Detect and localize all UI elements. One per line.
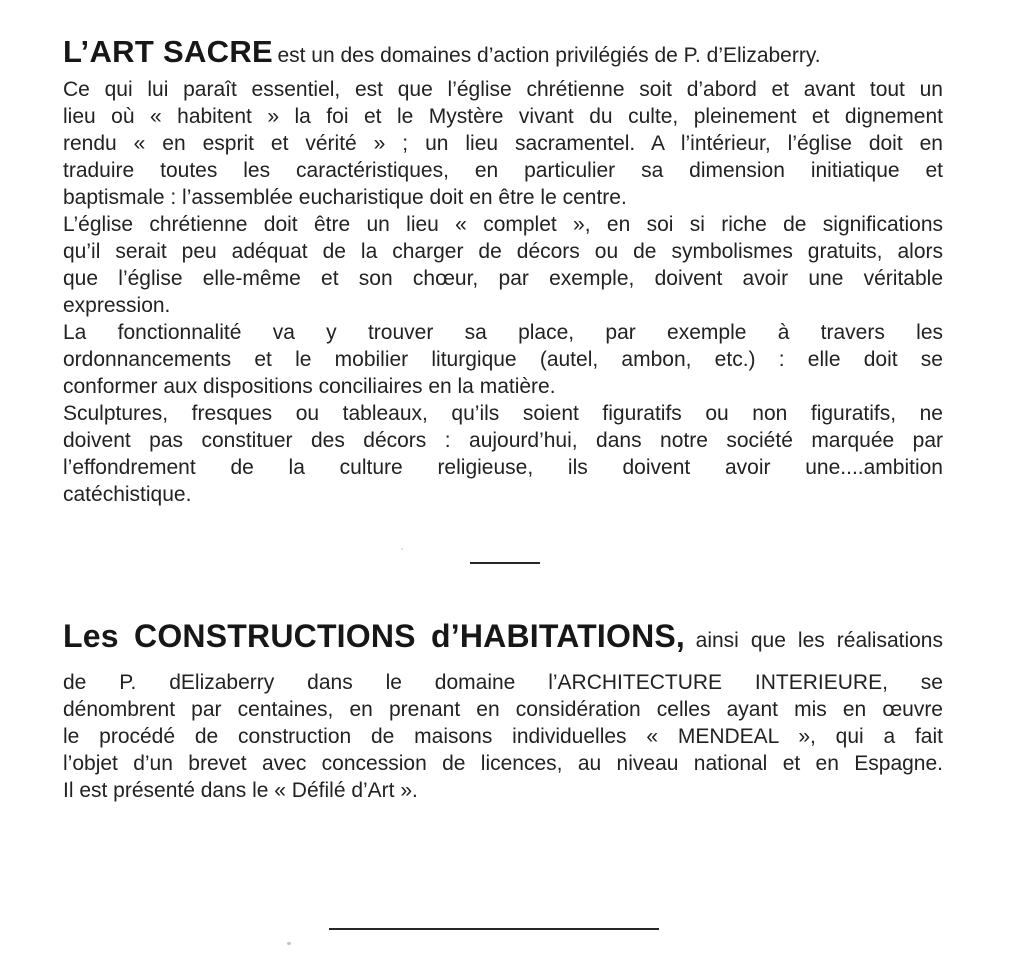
art-sacre-heading-tail: est un des domaines d’action privilégiés de P. d’Elizaberry.	[277, 44, 821, 67]
scan-speck	[401, 548, 403, 550]
text-line: rendu « en esprit et vérité » ; un lieu sacramentel. A l’intérieur, l’église doit en	[63, 132, 943, 155]
constructions-heading: Les CONSTRUCTIONS d’HABITATIONS,	[63, 618, 686, 654]
constructions-heading-line	[63, 616, 943, 663]
text-line: conformer aux dispositions conciliaires en la matière.	[63, 375, 556, 398]
section-divider	[470, 562, 540, 564]
art-sacre-heading-line	[63, 33, 943, 76]
text-line: le procédé de construction de maisons individuelles « MENDEAL », qui a fait	[63, 725, 943, 748]
text-line: lieu où « habitent » la foi et le Mystère vivant du culte, pleinement et dignement	[63, 105, 943, 128]
text-line: L’église chrétienne doit être un lieu « complet », en soi si riche de significations	[63, 213, 943, 236]
text-line: dénombrent par centaines, en prenant en considération celles ayant mis en œuvre	[63, 698, 943, 721]
text-line: Il est présenté dans le « Défilé d’Art ».	[63, 779, 418, 802]
constructions-paragraph-lines	[63, 669, 943, 804]
text-line: baptismale : l’assemblée eucharistique doit en être le centre.	[63, 186, 627, 209]
text-line: de P. dElizaberry dans le domaine l’ARCHITECTURE INTERIEURE, se	[63, 671, 943, 694]
text-line: doivent pas constituer des décors : aujourd’hui, dans notre société marquée par	[63, 429, 943, 452]
art-sacre-heading: L’ART SACRE	[63, 34, 273, 69]
text-line: l’effondrement de la culture religieuse, ils doivent avoir une....ambition	[63, 456, 943, 479]
text-line: qu’il serait peu adéquat de la charger de décors ou de symbolismes gratuits, alors	[63, 240, 943, 263]
constructions-heading-tail: ainsi que les réalisations	[695, 629, 943, 652]
text-line: Ce qui lui paraît essentiel, est que l’église chrétienne soit d’abord et avant tout un	[63, 78, 943, 101]
text-line: l’objet d’un brevet avec concession de licences, au niveau national et en Espagne.	[63, 752, 943, 775]
section-constructions	[63, 616, 943, 804]
text-line: ordonnancements et le mobilier liturgique (autel, ambon, etc.) : elle doit se	[63, 348, 943, 371]
section-art-sacre	[63, 33, 943, 508]
text-line: Sculptures, fresques ou tableaux, qu’ils soient figuratifs ou non figuratifs, ne	[63, 402, 943, 425]
text-line: que l’église elle-même et son chœur, par exemple, doivent avoir une véritable	[63, 267, 943, 290]
footer-divider	[329, 928, 659, 930]
art-sacre-paragraph-lines	[63, 76, 943, 508]
scan-speck	[287, 942, 291, 945]
text-line: expression.	[63, 294, 171, 317]
text-line: traduire toutes les caractéristiques, en particulier sa dimension initiatique et	[63, 159, 943, 182]
text-line: La fonctionnalité va y trouver sa place, par exemple à travers les	[63, 321, 943, 344]
text-line: catéchistique.	[63, 483, 192, 506]
